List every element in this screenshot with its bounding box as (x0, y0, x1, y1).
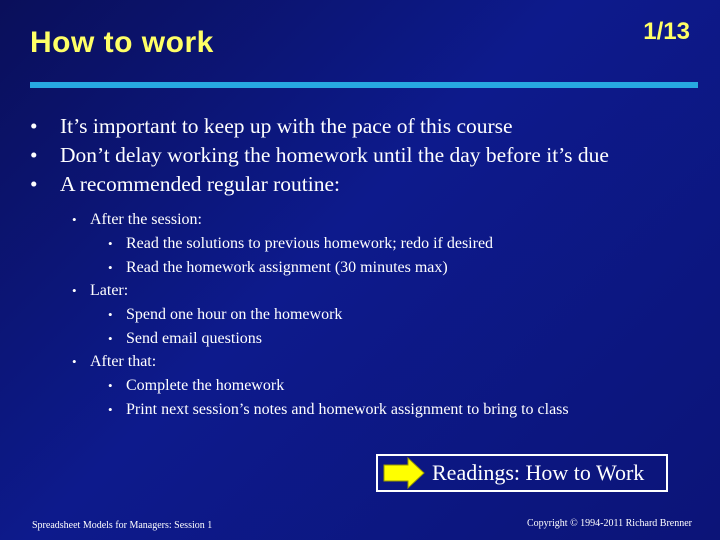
routine-step (30, 350, 710, 374)
routine-task-text: Read the solutions to previous homework; redo if desired (126, 235, 494, 252)
routine-task-text: Spend one hour on the homework (126, 306, 343, 323)
bullet-icon: • (30, 143, 38, 167)
routine-task (30, 256, 710, 280)
routine-task-text: Complete the homework (126, 377, 285, 394)
bullet-icon: • (108, 236, 113, 251)
routine-list (30, 208, 710, 421)
bullet-icon: • (30, 114, 38, 138)
routine-step-label: Later: (90, 282, 129, 299)
routine-step (30, 279, 710, 303)
readings-link-button[interactable] (376, 454, 668, 492)
readings-link-label: Readings: How to Work (432, 460, 645, 485)
footer-course-label: Spreadsheet Models for Managers: Session 1 (32, 520, 213, 531)
routine-task-text: Read the homework assignment (30 minutes max) (126, 258, 448, 276)
slide-title: How to work (30, 26, 214, 59)
routine-step (30, 208, 710, 232)
arrow-right-icon (382, 456, 426, 490)
bullet-item (30, 170, 710, 199)
footer-copyright: Copyright © 1994-2011 Richard Brenner (527, 518, 692, 529)
bullet-text: Don’t delay working the homework until the day before it’s due (60, 143, 609, 167)
bullet-icon: • (108, 307, 113, 322)
bullet-item (30, 141, 710, 170)
bullet-icon: • (72, 354, 77, 369)
routine-task (30, 303, 710, 327)
routine-step-label: After that: (90, 353, 157, 370)
routine-task-text: Send email questions (126, 329, 262, 347)
routine-step-label: After the session: (90, 211, 202, 228)
bullet-text: A recommended regular routine: (60, 172, 340, 196)
bullet-text: It’s important to keep up with the pace of this course (60, 114, 513, 138)
bullet-icon: • (108, 330, 113, 346)
title-divider (30, 82, 698, 88)
routine-task-text: Print next session’s notes and homework assignment to bring to class (126, 400, 569, 418)
routine-task (30, 374, 710, 398)
bullet-icon: • (72, 283, 77, 298)
routine-task (30, 398, 710, 422)
routine-task (30, 232, 710, 256)
bullet-icon: • (108, 259, 113, 275)
bullet-icon: • (30, 172, 38, 196)
bullet-icon: • (108, 401, 113, 417)
slide-number: 1/13 (643, 18, 690, 45)
bullet-icon: • (108, 378, 113, 393)
bullet-icon: • (72, 212, 77, 227)
bullet-item (30, 112, 710, 141)
routine-task (30, 327, 710, 351)
bullet-list (30, 112, 710, 421)
